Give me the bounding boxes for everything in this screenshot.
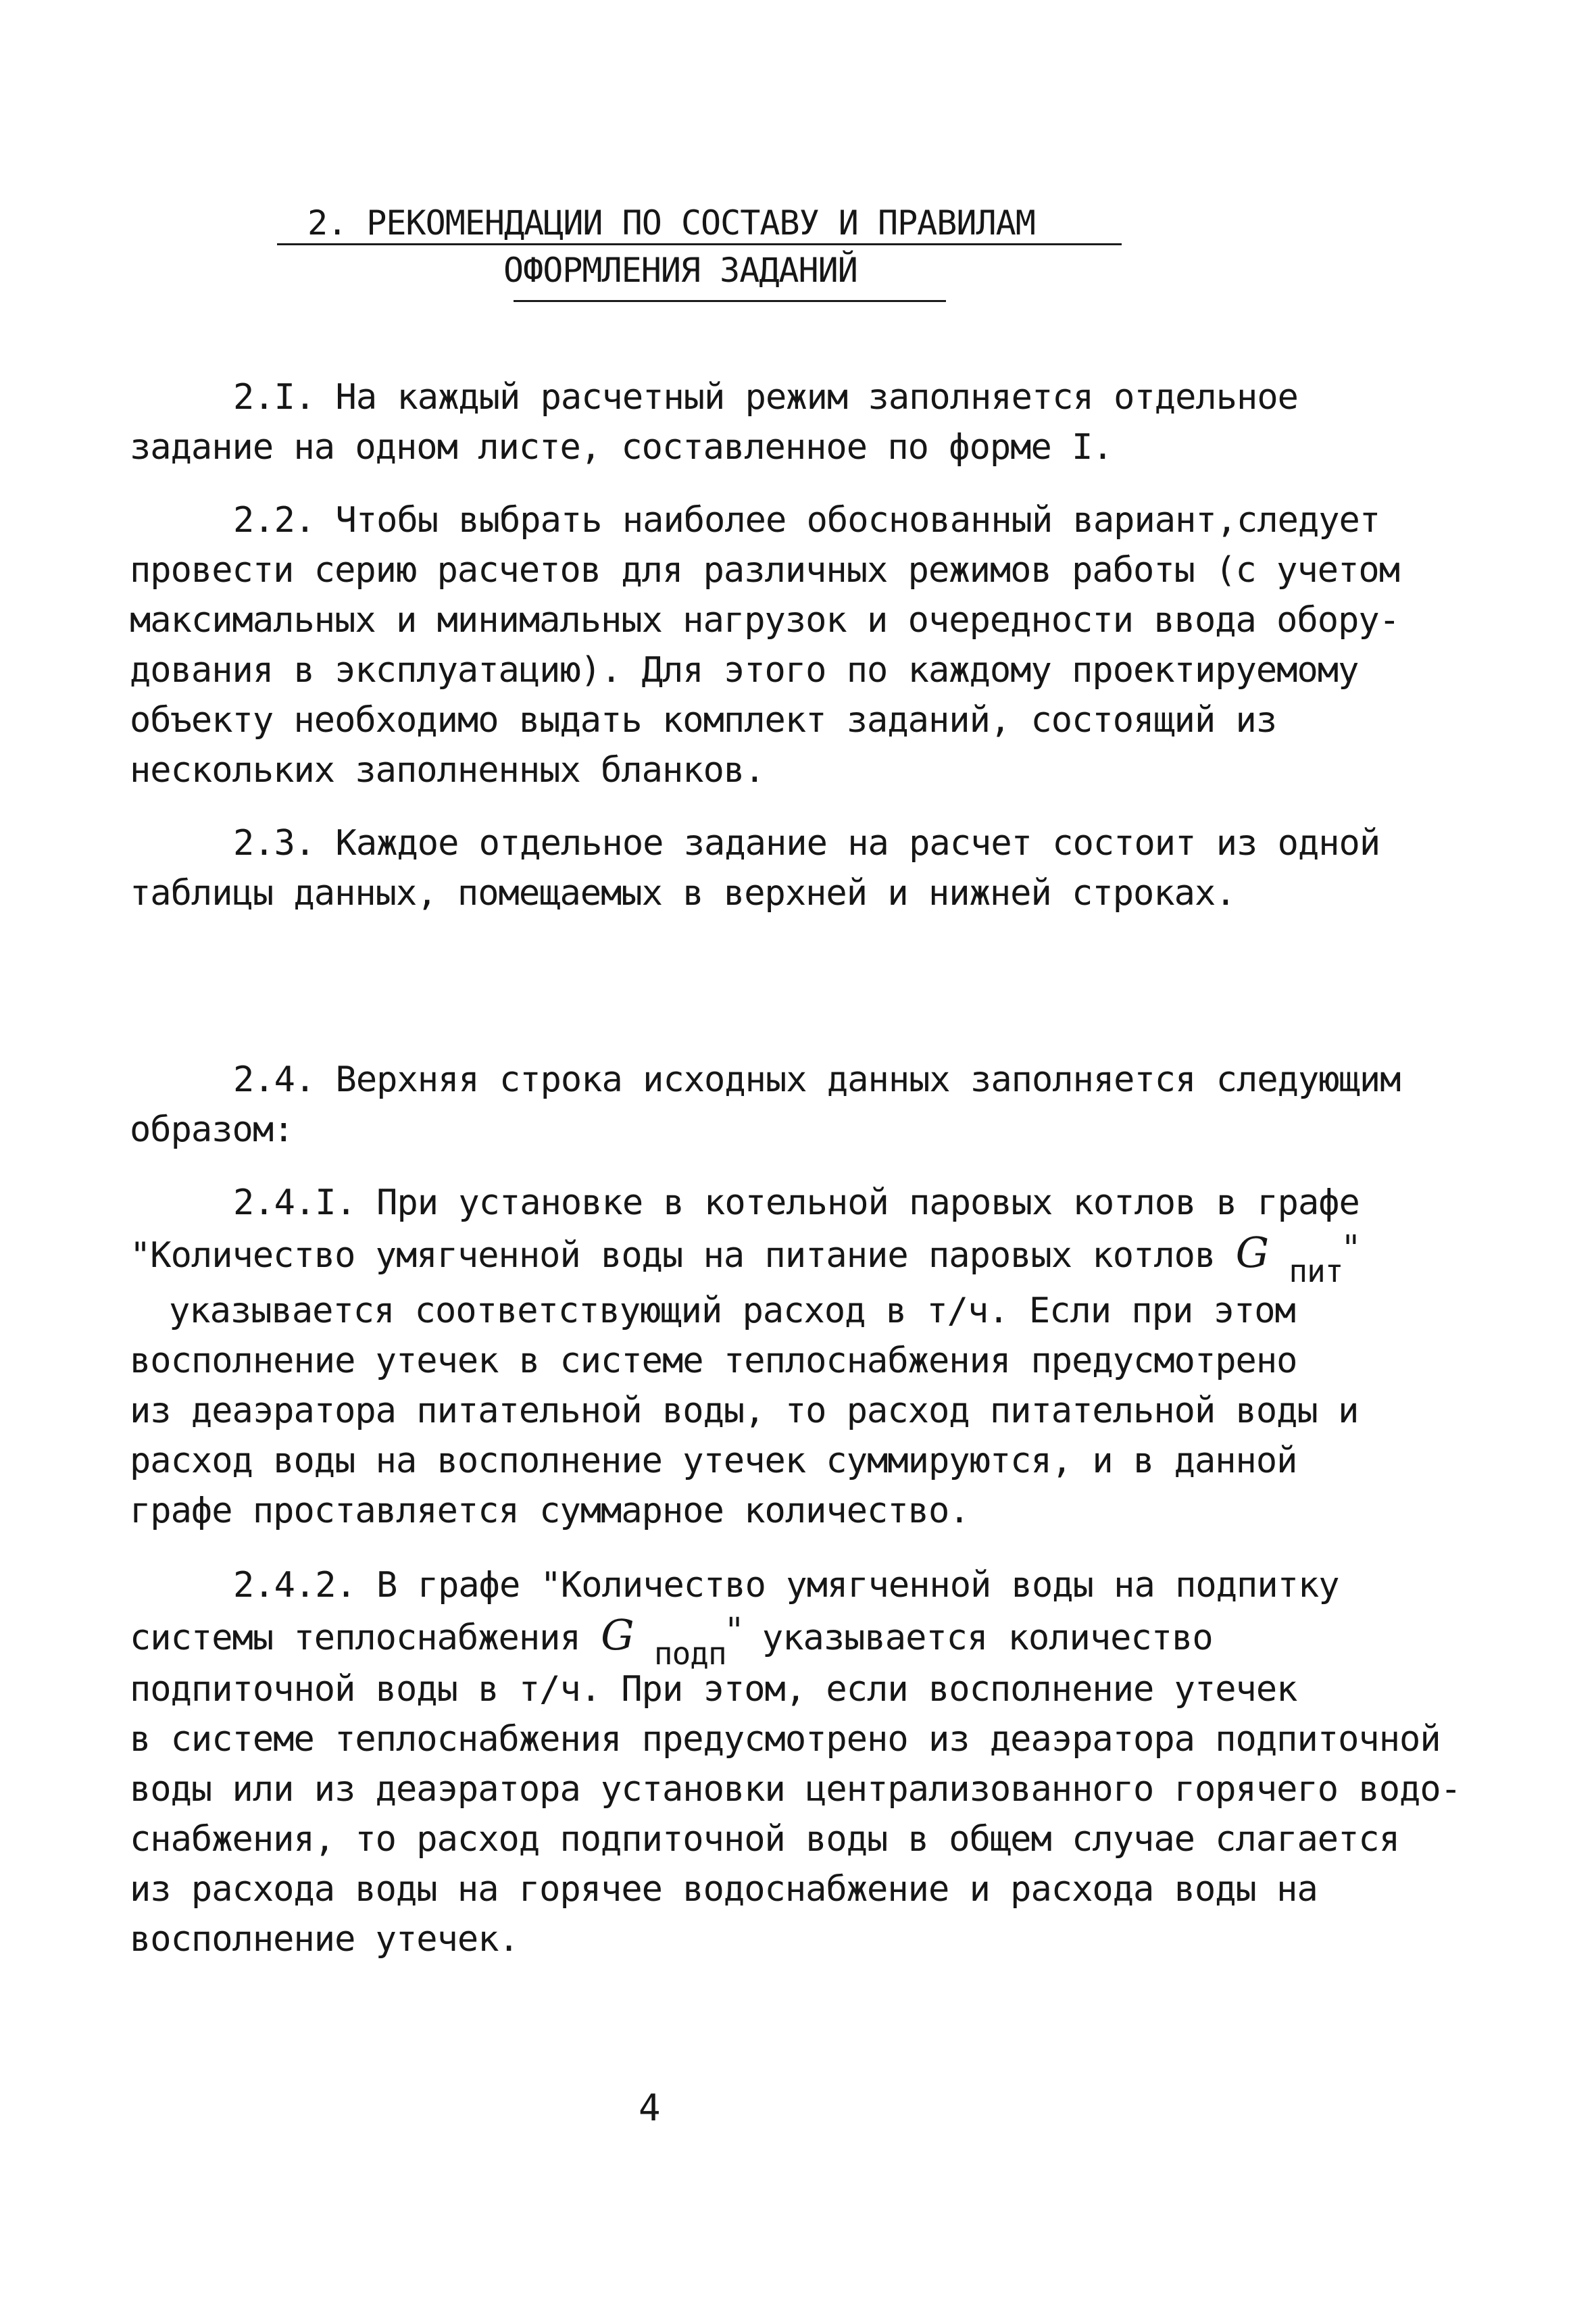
paragraph-2-2-line-3: максимальных и минимальных нагрузок и очередности ввода обору- (130, 600, 1400, 641)
flow-symbol-g: G (601, 1610, 634, 1660)
paragraph-2-2-line-6: нескольких заполненных бланков. (130, 750, 765, 791)
paragraph-2-4-2-line-7: из расхода воды на горячее водоснабжение и расхода воды на (130, 1869, 1318, 1910)
paragraph-2-4-1-line-4: восполнение утечек в системе теплоснабжения предусмотрено (130, 1341, 1297, 1381)
flow-subscript-podp: подп (653, 1635, 726, 1672)
paragraph-2-4-line-1: 2.4. Верхняя строка исходных данных заполняется следующим (233, 1060, 1401, 1100)
section-title-line-2: ОФОРМЛЕНИЯ ЗАДАНИЙ (503, 251, 857, 290)
title-underline-1 (277, 243, 1122, 245)
paragraph-2-2-line-1: 2.2. Чтобы выбрать наиболее обоснованный вариант,следует (233, 500, 1380, 541)
paragraph-2-4-2-line-2-text: системы теплоснабжения (130, 1618, 580, 1658)
paragraph-2-2-line-2: провести серию расчетов для различных режимов работы (с учетом (130, 550, 1400, 591)
paragraph-2-4-1-line-2-text: "Количество умягченной воды на питание паровых котлов (130, 1235, 1216, 1276)
paragraph-2-4-2-line-4: в системе теплоснабжения предусмотрено из деаэратора подпиточной (130, 1719, 1441, 1760)
paragraph-2-4-2-line-3: подпиточной воды в т/ч. При этом, если восполнение утечек (130, 1669, 1297, 1710)
title-underline-2 (514, 300, 946, 302)
paragraph-2-4-1-line-7: графе проставляется суммарное количество. (130, 1491, 970, 1531)
paragraph-2-4-2-line-5: воды или из деаэратора установки централизованного горячего водо- (130, 1769, 1461, 1810)
section-title-line-1: 2. РЕКОМЕНДАЦИИ ПО СОСТАВУ И ПРАВИЛАМ (307, 203, 1035, 243)
paragraph-2-4-2-line-2 (130, 1610, 1213, 1672)
closing-quote: " (1343, 1228, 1359, 1269)
paragraph-2-4-1-line-2 (130, 1228, 1359, 1289)
paragraph-2-2-line-5: объекту необходимо выдать комплект заданий, состоящий из (130, 700, 1277, 741)
paragraph-2-2-line-4: дования в эксплуатацию). Для этого по каждому проектируемому (130, 650, 1359, 691)
page-number: 4 (639, 2087, 661, 2129)
paragraph-2-4-2-line-8: восполнение утечек. (130, 1919, 519, 1960)
flow-subscript-pit: пит (1289, 1253, 1343, 1289)
paragraph-2-4-1-line-5: из деаэратора питательной воды, то расход питательной воды и (130, 1391, 1359, 1431)
paragraph-2-4-1-line-1: 2.4.I. При установке в котельной паровых котлов в графе (233, 1183, 1360, 1223)
paragraph-2-3-line-1: 2.3. Каждое отдельное задание на расчет состоит из одной (233, 823, 1380, 864)
paragraph-2-4-2-line-1: 2.4.2. В графе "Количество умягченной воды на подпитку (233, 1565, 1339, 1605)
paragraph-2-4-2-line-6: снабжения, то расход подпиточной воды в общем случае слагается (130, 1819, 1400, 1860)
flow-symbol-g: G (1235, 1228, 1269, 1277)
paragraph-2-4-1-line-6: расход воды на восполнение утечек суммируются, и в данной (130, 1441, 1297, 1481)
paragraph-2-1-line-1: 2.I. На каждый расчетный режим заполняется отдельное (233, 377, 1298, 418)
paragraph-2-4-2-line-2-after: указывается количество (762, 1618, 1213, 1658)
paragraph-2-3-line-2: таблицы данных, помещаемых в верхней и нижней строках. (130, 873, 1236, 914)
paragraph-2-1-line-2: задание на одном листе, составленное по форме I. (130, 427, 1113, 468)
closing-quote: " (726, 1611, 742, 1651)
paragraph-2-4-1-line-3: указывается соответствующий расход в т/ч. Если при этом (169, 1291, 1295, 1331)
paragraph-2-4-line-2: образом: (130, 1110, 294, 1150)
